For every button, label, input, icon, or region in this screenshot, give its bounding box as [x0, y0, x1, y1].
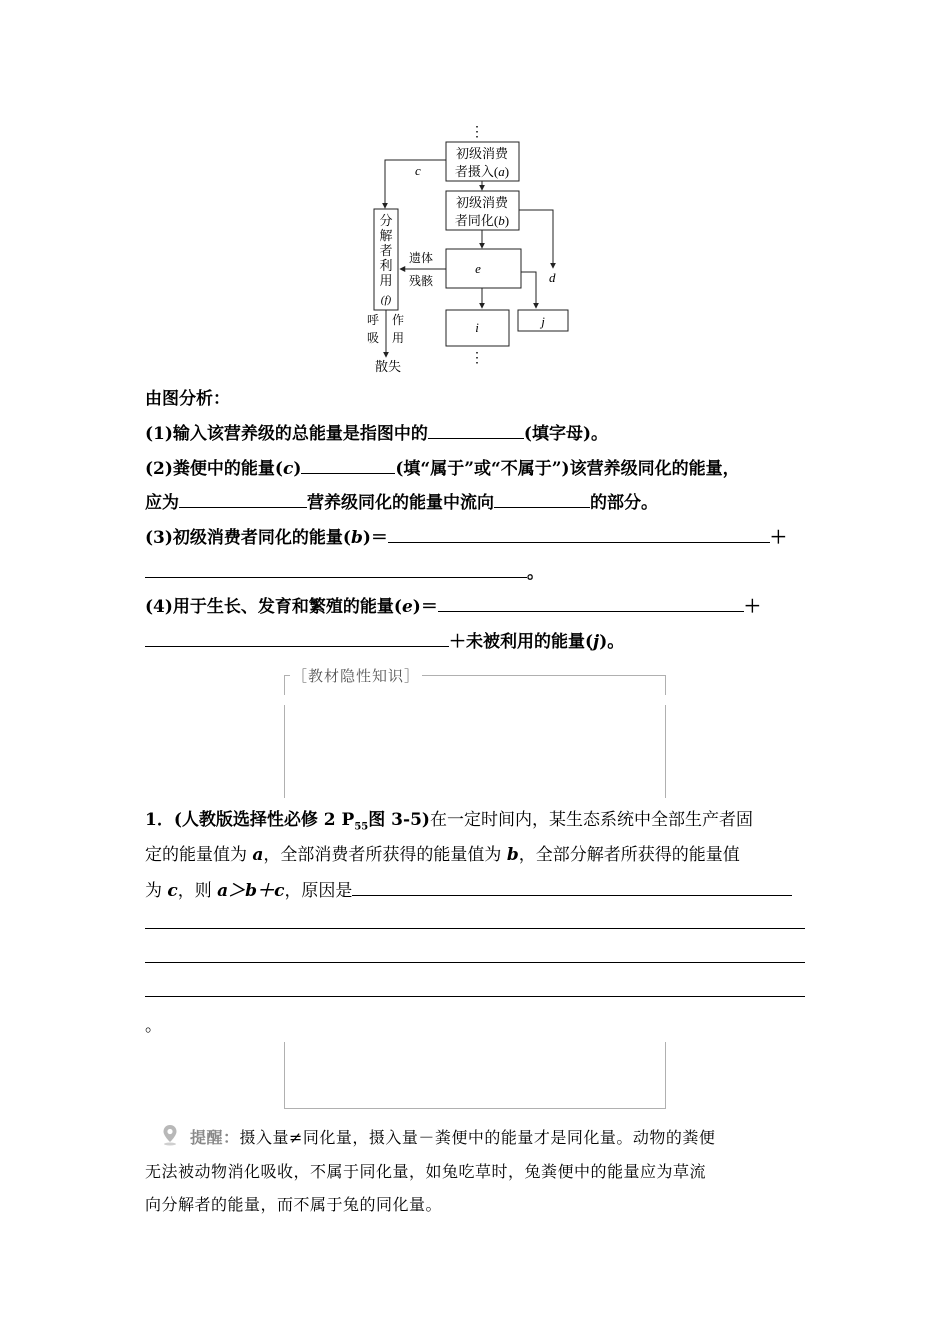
answer-blank[interactable]	[388, 524, 770, 543]
question-2: (2)粪便中的能量(c) (填“属于”或“不属于”)该营养级同化的能量，	[145, 455, 740, 481]
question-4: (4)用于生长、发育和繁殖的能量(e)＝ ＋	[145, 593, 761, 619]
svg-text:者摄入(a): 者摄入(a)	[454, 164, 510, 179]
decomposer-label-char: 利	[379, 258, 393, 273]
respiration-label-char: 吸	[366, 331, 380, 345]
tip-line-3: 向分解者的能量，而不属于兔的同化量。	[145, 1195, 443, 1214]
svg-text:残骸: 残骸	[408, 274, 434, 288]
question-4-line-2: ＋未被利用的能量(j)。	[145, 628, 624, 654]
box-bottom-border	[284, 1108, 666, 1109]
question-3: (3)初级消费者同化的能量(b)＝ ＋	[145, 524, 787, 550]
top-ellipsis: ⋮	[470, 125, 484, 140]
box-growth	[446, 249, 521, 288]
label-d: d	[549, 270, 556, 285]
analysis-heading: 由图分析：	[145, 389, 230, 409]
answer-blank[interactable]	[145, 628, 449, 647]
svg-text:e: e	[475, 261, 481, 276]
decomposer-label-char: 用	[379, 273, 393, 288]
tip-line-2: 无法被动物消化吸收，不属于同化量，如兔吃草时，兔粪便中的能量应为草流	[145, 1162, 707, 1181]
answer-blank[interactable]	[352, 877, 792, 896]
answer-blank[interactable]	[145, 559, 527, 578]
label-c: c	[415, 163, 421, 178]
knowledge-box-title: ［教材隐性知识］	[292, 667, 421, 685]
svg-text:(f): (f)	[380, 294, 392, 306]
svg-text:散失: 散失	[374, 359, 402, 374]
answer-end-mark: 。	[145, 1016, 162, 1036]
knowledge-question-line-3: 为 c，则 a＞b＋c，原因是	[145, 877, 792, 903]
respiration-label-char: 作	[391, 313, 405, 327]
svg-text:j: j	[541, 314, 545, 329]
svg-text:i: i	[475, 320, 479, 335]
decomposer-label-char: 分	[379, 213, 393, 228]
decomposer-label-char: 者	[379, 243, 393, 258]
answer-blank[interactable]	[428, 420, 524, 439]
svg-text:遗体: 遗体	[408, 251, 434, 265]
respiration-label-char: 呼	[366, 313, 380, 327]
answer-blank[interactable]	[438, 593, 744, 612]
respiration-label-char: 用	[391, 331, 405, 345]
question-2-line-2: 应为 营养级同化的能量中流向 的部分。	[145, 489, 658, 515]
answer-blank[interactable]	[179, 489, 307, 508]
question-1: (1)输入该营养级的总能量是指图中的 (填字母)。	[145, 420, 608, 446]
svg-text:初级消费: 初级消费	[455, 146, 509, 161]
tip-line-1: 提醒：摄入量≠同化量，摄入量－粪便中的能量才是同化量。动物的粪便	[190, 1128, 716, 1147]
location-pin-icon	[162, 1124, 178, 1146]
decomposer-label-char: 解	[379, 228, 393, 243]
bottom-ellipsis: ⋮	[470, 351, 484, 366]
energy-flow-diagram	[355, 122, 585, 377]
knowledge-question-line-1: 1．(人教版选择性必修 2 $P_{55}$图 3-5)在一定时间内，某生态系统中全部生产者固	[145, 810, 753, 833]
answer-line[interactable]	[145, 928, 805, 929]
answer-line[interactable]	[145, 962, 805, 963]
answer-line[interactable]	[145, 996, 805, 997]
answer-blank[interactable]	[494, 489, 590, 508]
svg-text:者同化(b): 者同化(b)	[454, 213, 510, 228]
answer-blank[interactable]	[301, 455, 395, 474]
knowledge-question-line-2: 定的能量值为 a，全部消费者所获得的能量值为 b，全部分解者所获得的能量值	[145, 845, 740, 865]
question-3-line-2: 。	[145, 559, 544, 585]
svg-text:初级消费: 初级消费	[455, 195, 509, 210]
